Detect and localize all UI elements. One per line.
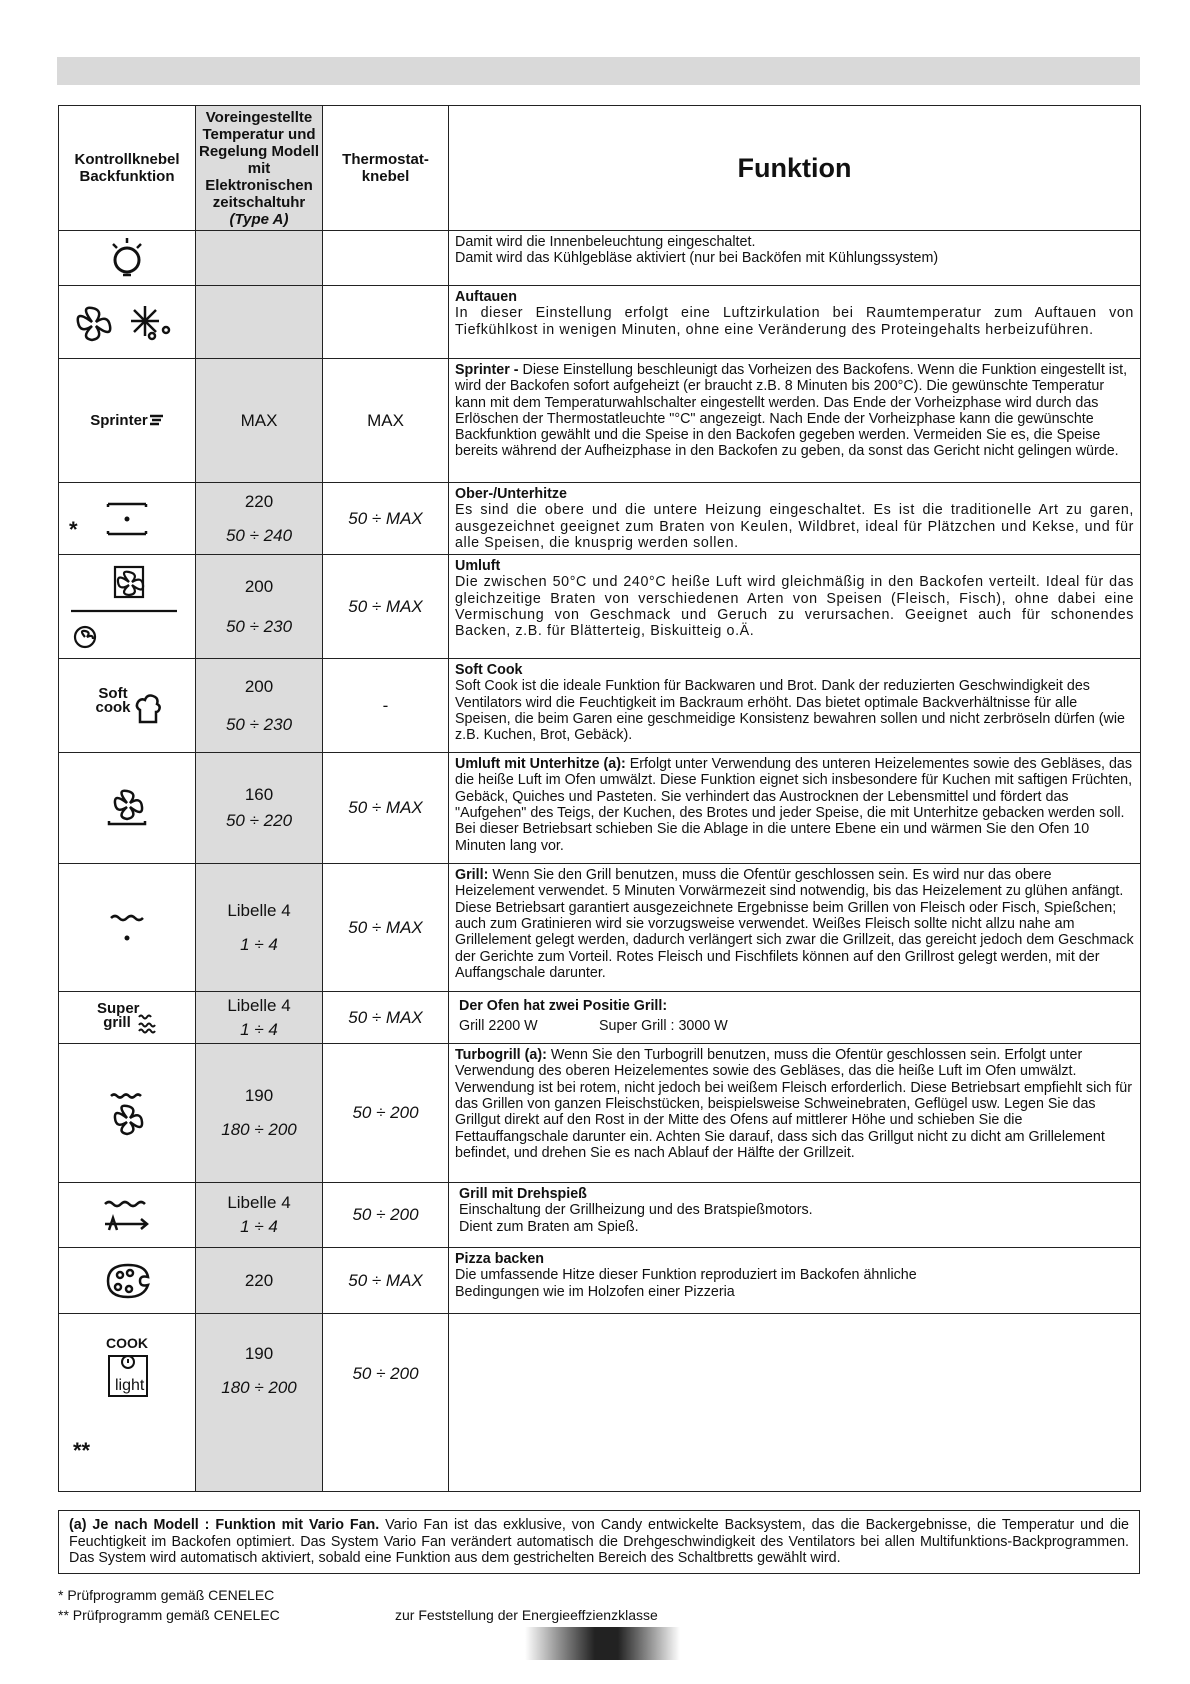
thermostat-value: 50 ÷ 200 bbox=[352, 1364, 419, 1384]
footnote-double-star: ** Prüfprogramm gemäß CENELEC bbox=[58, 1607, 280, 1623]
function-text: Wenn Sie den Grill benutzen, muss die Ofentür geschlossen sein. Es wird nur das obere Heizelement verwendet. 5 Minuten Vorwärmezeit sind notwendig, bis das Heizelement zu glühen anfängt. Diese Betriebsart garantiert ausgezeichnete Ergebnisse beim Grillen von Fleisch oder Fisch, Spießchen; auch zum Gratinieren wird sie vorzugsweise verwendet. Weißes Fleisch sollte nicht allzu nahe am Grillelement gelegt werden, dadurch verlängert sich zwar die Grillzeit, das gereicht jedoch dem Geschmack der Gerichte zum Vorteil. Rotes Fleisch und Fischfilets können auf den Grillrost gelegt werden, mit der Auffangschale darunter. bbox=[455, 867, 1134, 981]
function-cell bbox=[449, 1183, 1141, 1248]
preset-cell bbox=[196, 864, 323, 992]
note-text: Vario Fan ist das exklusive, von Candy entwickelte Backsystem, das die Backergebnisse, die Temperatur und die Feuchtigkeit im Backofen optimiert. Das System Vario Fan verändert automatisch die Drehgeschwindigkeit des Ventilators bei allen Multifunktions-Backprogrammen. Das System wird automatisch aktiviert, sobald eine Funktion aus dem gestrichelten Bereich des Schaltbretts gewählt wird. bbox=[69, 1517, 1129, 1566]
function-text: Soft Cook ist die ideale Funktion für Backwaren und Brot. Dank der reduzierten Geschwindigkeit des Ventilators wird die Feuchtigkeit im Backraum erhöht. Das bietet optimale Backverhältnisse für alle Speisen, die beim Garen eine geschmeidige Konsistenz bewahren sollen und nicht zerbröseln dürfen (wie z.B. Kuchen, Brot, Gebäck). bbox=[455, 678, 1125, 744]
table-row bbox=[59, 1248, 1141, 1314]
chef-hat-icon bbox=[134, 692, 162, 724]
function-title: Auftauen bbox=[455, 289, 517, 305]
table-row bbox=[59, 231, 1141, 286]
function-cell bbox=[449, 231, 1141, 286]
table-row bbox=[59, 864, 1141, 992]
function-text: Grill 2200 W bbox=[459, 1018, 538, 1035]
preset-cell bbox=[196, 286, 323, 359]
preset-value: Libelle 4 bbox=[227, 1193, 291, 1213]
preset-range: 180 ÷ 200 bbox=[221, 1120, 297, 1140]
control-cell bbox=[59, 555, 196, 659]
preset-range: 50 ÷ 220 bbox=[225, 811, 293, 831]
control-cell bbox=[59, 286, 196, 359]
control-cell bbox=[59, 864, 196, 992]
function-cell bbox=[449, 864, 1141, 992]
thermostat-value: 50 ÷ MAX bbox=[348, 508, 423, 528]
preset-value: 220 bbox=[244, 1270, 274, 1290]
header-function: Funktion bbox=[449, 106, 1141, 231]
preset-range: 1 ÷ 4 bbox=[240, 1019, 278, 1039]
note-title: (a) Je nach Modell : Funktion mit Vario Fan. bbox=[69, 1517, 380, 1533]
table-row bbox=[59, 1314, 1141, 1492]
footnote-star: * Prüfprogramm gemäß CENELEC bbox=[58, 1587, 275, 1603]
function-title: Turbogrill (a): bbox=[455, 1047, 547, 1064]
thermostat-cell bbox=[323, 359, 449, 483]
function-text: Erfolgt unter Verwendung des unteren Heizelementes sowie des Gebläses, das die heiße Luft im Ofen umwälzt. Diese Funktion eignet sich insbesondere für Kuchen mit saftigen Früchten, Gebäck, Quiches und Pasteten. Sie verhindert das Austrocknen der Lebensmittel und fördert das "Aufgehen" des Teigs, der Kuchen, des Brotes und jeder Speise, die mit Unterhitze gebacken werden soll. Bei dieser Betriebsart schieben Sie die Ablage in die untere Ebene ein und wärmen Sie den Ofen 10 Minuten lang vor. bbox=[455, 756, 1133, 854]
function-text: Die umfassende Hitze dieser Funktion reproduziert im Backofen ähnliche bbox=[455, 1267, 917, 1284]
preset-cell bbox=[196, 753, 323, 864]
thermostat-cell bbox=[323, 992, 449, 1044]
table-row bbox=[59, 1183, 1141, 1248]
function-cell bbox=[449, 1044, 1141, 1183]
preset-cell bbox=[196, 483, 323, 555]
control-cell bbox=[59, 1314, 196, 1492]
thermostat-cell bbox=[323, 753, 449, 864]
preset-value: 190 bbox=[244, 1344, 274, 1364]
grill-icon bbox=[107, 908, 147, 948]
cook-light-cook-text: COOK bbox=[106, 1335, 148, 1352]
thermostat-cell bbox=[323, 1183, 449, 1248]
function-title: Pizza backen bbox=[455, 1251, 544, 1268]
test-program-double-star: ** bbox=[73, 1438, 91, 1464]
preset-cell bbox=[196, 1183, 323, 1248]
header-preset-type: (Type A) bbox=[229, 210, 289, 228]
cook-light-icon bbox=[95, 1332, 159, 1404]
table-row bbox=[59, 753, 1141, 864]
thermostat-value: MAX bbox=[367, 410, 404, 430]
fan-heat-icon bbox=[67, 559, 187, 655]
top-bottom-heat-icon bbox=[102, 494, 152, 544]
control-cell bbox=[59, 992, 196, 1044]
control-cell bbox=[59, 1183, 196, 1248]
function-cell bbox=[449, 753, 1141, 864]
thermostat-value: 50 ÷ MAX bbox=[348, 798, 423, 818]
header-preset: Voreingestellte Temperatur und Regelung Modell mit Elektronischen zeitschaltuhr (Type A) bbox=[196, 106, 323, 231]
thermostat-cell bbox=[323, 864, 449, 992]
function-title: Der Ofen hat zwei Positie Grill: bbox=[459, 998, 668, 1015]
top-bar bbox=[57, 57, 1140, 85]
oven-functions-table bbox=[58, 105, 1141, 1492]
function-text-2: Super Grill : 3000 W bbox=[599, 1018, 728, 1035]
function-text: In dieser Einstellung erfolgt eine Luftzirkulation bei Raumtemperatur zum Auftauen von Tiefkühlkost in wenigen Minuten, ohne eine Veränderung des Proteingehalts herbeizuführen. bbox=[455, 305, 1134, 338]
preset-value: 220 bbox=[244, 491, 274, 511]
table-row bbox=[59, 659, 1141, 753]
function-cell bbox=[449, 286, 1141, 359]
thermostat-value: 50 ÷ MAX bbox=[348, 917, 423, 937]
preset-range: 1 ÷ 4 bbox=[240, 1217, 278, 1237]
fan-bottom-heat-icon bbox=[103, 785, 151, 831]
table-row bbox=[59, 992, 1141, 1044]
thermostat-value: 50 ÷ MAX bbox=[348, 1270, 423, 1290]
control-cell bbox=[59, 1248, 196, 1314]
preset-range: 180 ÷ 200 bbox=[221, 1378, 297, 1398]
function-title: Umluft mit Unterhitze (a): bbox=[455, 756, 626, 773]
page-number-bar bbox=[525, 1627, 680, 1660]
control-cell bbox=[59, 231, 196, 286]
super-grill-waves-icon bbox=[137, 1012, 157, 1034]
soft-cook-icon: Soft cook bbox=[95, 685, 131, 717]
preset-range: 1 ÷ 4 bbox=[240, 934, 278, 954]
preset-value: 190 bbox=[244, 1086, 274, 1106]
thermostat-cell bbox=[323, 1314, 449, 1492]
function-title: Grill: bbox=[455, 867, 489, 884]
turbogrill-icon bbox=[103, 1090, 151, 1136]
function-text: Diese Einstellung beschleunigt das Vorheizen des Backofens. Wenn die Funktion eingestellt ist, wird der Backofen sofort aufgeheizt (er braucht z.B. 8 Minuten bis 200°C). Die gewünschte Temperatur kann mit dem Temperaturwahlschalter eingestellt werden. Das Ende der Vorheizphase wird durch das Erlöschen der Thermostatleuchte "°C" angezeigt. Nach Ende der Vorheizphase kann die gewünschte Backfunktion gewählt und die Speise in den Backofen gegeben werden. Vermeiden Sie es, die Speise bereits während der Aufheizphase in den Backofen zu geben, da sonst das Gericht nicht gelingen würde. bbox=[455, 362, 1128, 460]
sprinter-lines-icon bbox=[148, 413, 164, 427]
preset-cell bbox=[196, 1314, 323, 1492]
function-text: Wenn Sie den Turbogrill benutzen, muss die Ofentür geschlossen sein. Erfolgt unter Verwendung des oberen Heizelementes sowie des Gebläses, das die heiße Luft im Ofen umwälzt. Verwendung ist bei rotem, nicht jedoch bei weißem Fleisch erforderlich. Diese Betriebsart empfiehlt sich für das Grillen von ganzen Fleischstücken, beispielsweise Schweinebraten, Geflügel usw. Legen Sie das Grillgut direkt auf den Rost in der Mitte des Ofens auf mittlerer Höhe und schieben Sie die Fettauffangschale darunter ein. Achten Sie darauf, dass sich das Grillgut nicht zu dicht am Grillelement befindet, und drehen Sie es nach Ablauf der Hälfte der Grillzeit. bbox=[455, 1047, 1133, 1161]
super-grill-icon: Super grill bbox=[97, 999, 140, 1031]
cook-light-light-text: light bbox=[115, 1377, 145, 1395]
preset-value: 160 bbox=[244, 785, 274, 805]
preset-cell bbox=[196, 555, 323, 659]
function-title: Ober-/Unterhitze bbox=[455, 486, 568, 502]
function-text-2: Bedingungen wie im Holzofen einer Pizzeria bbox=[455, 1283, 735, 1300]
function-text-2: Damit wird das Kühlgebläse aktiviert (nur bei Backöfen mit Kühlungssystem) bbox=[455, 250, 939, 267]
control-cell bbox=[59, 753, 196, 864]
preset-value: MAX bbox=[240, 410, 278, 430]
preset-range: 50 ÷ 230 bbox=[225, 714, 293, 734]
control-cell bbox=[59, 1044, 196, 1183]
thermostat-cell bbox=[323, 555, 449, 659]
preset-value: 200 bbox=[244, 576, 274, 596]
footnote-energy: zur Feststellung der Energieeffzienzklasse bbox=[395, 1607, 658, 1623]
pizza-icon bbox=[102, 1261, 152, 1301]
thermostat-value: 50 ÷ 200 bbox=[352, 1205, 419, 1225]
test-program-star: * bbox=[69, 517, 78, 542]
preset-value: Libelle 4 bbox=[227, 995, 291, 1015]
control-cell bbox=[59, 659, 196, 753]
thermostat-cell bbox=[323, 483, 449, 555]
function-text: Einschaltung der Grillheizung und des Bratspießmotors. bbox=[459, 1202, 813, 1219]
function-text: Damit wird die Innenbeleuchtung eingeschaltet. bbox=[455, 234, 756, 250]
thermostat-cell bbox=[323, 659, 449, 753]
lamp-icon bbox=[107, 236, 147, 280]
function-cell bbox=[449, 1248, 1141, 1314]
preset-cell bbox=[196, 659, 323, 753]
function-text: Es sind die obere und die untere Heizung eingeschaltet. Es ist die traditionelle Art zu garen, ausgezeichnet geeignet zum Braten von Keulen, Wildbret, ideal für Plätzchen und Kekse, und für alle Speisen, die knusprig werden sollen. bbox=[455, 502, 1134, 551]
table-row bbox=[59, 359, 1141, 483]
preset-range: 50 ÷ 230 bbox=[225, 616, 293, 636]
preset-range: 50 ÷ 240 bbox=[225, 525, 293, 545]
preset-value: 200 bbox=[244, 676, 274, 696]
table-row bbox=[59, 483, 1141, 555]
function-cell bbox=[449, 359, 1141, 483]
function-cell bbox=[449, 1314, 1141, 1492]
function-title: Sprinter - bbox=[455, 362, 519, 378]
function-text: Die zwischen 50°C und 240°C heiße Luft wird gleichmäßig in den Backofen verteilt. Ideal für das gleichzeitige Braten von verschiedenen Arten von Speisen (Fleisch, Fisch), ohne dabei eine Vermischung von Geschmack und Geruch zu verursachen. Geeignet auch für schonendes Backen, z.B. für Blätterteig, Biskuitteig o.Ä. bbox=[455, 574, 1134, 640]
function-title: Umluft bbox=[455, 558, 501, 575]
thermostat-cell bbox=[323, 1044, 449, 1183]
control-cell bbox=[59, 359, 196, 483]
table-row bbox=[59, 286, 1141, 359]
function-cell bbox=[449, 483, 1141, 555]
rotisserie-icon bbox=[99, 1196, 155, 1234]
function-cell bbox=[449, 659, 1141, 753]
vario-fan-note bbox=[58, 1510, 1140, 1574]
function-cell bbox=[449, 555, 1141, 659]
table-header-row bbox=[59, 106, 1141, 231]
thermostat-cell bbox=[323, 286, 449, 359]
thermostat-cell bbox=[323, 231, 449, 286]
thermostat-value: - bbox=[382, 695, 389, 715]
header-thermostat: Thermostat-knebel bbox=[323, 106, 449, 231]
preset-cell bbox=[196, 359, 323, 483]
thermostat-cell bbox=[323, 1248, 449, 1314]
table-row bbox=[59, 555, 1141, 659]
thermostat-value: 50 ÷ MAX bbox=[348, 596, 423, 616]
header-control: Kontrollknebel Backfunktion bbox=[59, 106, 196, 231]
function-cell bbox=[449, 992, 1141, 1044]
preset-cell bbox=[196, 1248, 323, 1314]
preset-value: Libelle 4 bbox=[227, 900, 291, 920]
function-text-2: Dient zum Braten am Spieß. bbox=[459, 1218, 639, 1235]
defrost-icon bbox=[72, 300, 182, 344]
thermostat-value: 50 ÷ 200 bbox=[352, 1103, 419, 1123]
control-cell bbox=[59, 483, 196, 555]
preset-cell bbox=[196, 1044, 323, 1183]
preset-cell bbox=[196, 992, 323, 1044]
function-title: Soft Cook bbox=[455, 662, 523, 679]
function-title: Grill mit Drehspieß bbox=[459, 1186, 587, 1203]
sprinter-icon: Sprinter bbox=[90, 411, 148, 429]
table-row bbox=[59, 1044, 1141, 1183]
preset-cell bbox=[196, 231, 323, 286]
thermostat-value: 50 ÷ MAX bbox=[348, 1007, 423, 1027]
